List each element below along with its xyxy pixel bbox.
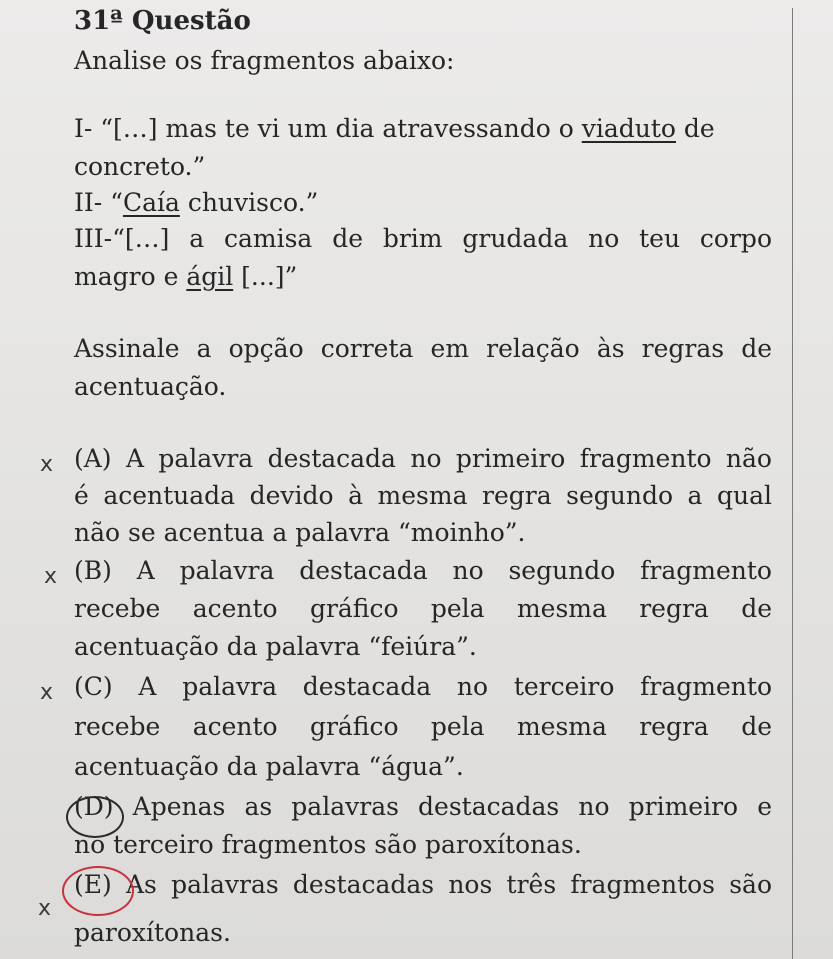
- fragment-1-line-1: I- “[…] mas te vi um dia atravessando o viaduto de: [74, 114, 715, 143]
- prompt-line-1: Assinale a opção correta em relação às regras de: [74, 334, 772, 363]
- intro-text: Analise os fragmentos abaixo:: [74, 46, 455, 75]
- question-header: [74, 6, 251, 36]
- cross-mark-option-e: x: [38, 896, 52, 921]
- fragment-3-line-2: magro e ágil [...]”: [74, 262, 298, 291]
- fragment-2: II- “Caía chuvisco.”: [74, 188, 319, 217]
- question-number: 31ª: [74, 6, 123, 36]
- option-b-line-3: acentuação da palavra “feiúra”.: [74, 632, 477, 661]
- pencil-circle-option-d: [66, 796, 124, 838]
- option-c-line-3: acentuação da palavra “água”.: [74, 752, 464, 781]
- highlighted-word-agil: ágil: [186, 262, 234, 291]
- option-e-line-2: paroxítonas.: [74, 918, 231, 947]
- cross-mark-option-a: x: [40, 452, 54, 477]
- option-d-line-2: no terceiro fragmentos são paroxítonas.: [74, 830, 582, 859]
- option-c-line-1: (C) A palavra destacada no terceiro fragmento: [74, 672, 772, 701]
- option-b-line-1: (B) A palavra destacada no segundo fragmento: [74, 556, 772, 585]
- cross-mark-option-b: x: [44, 564, 58, 589]
- question-title: Questão: [131, 6, 251, 36]
- option-d-line-1: (D) Apenas as palavras destacadas no primeiro e: [74, 792, 772, 821]
- fragment-1-line-2: concreto.”: [74, 152, 206, 181]
- option-a-line-1: (A) A palavra destacada no primeiro fragmento não: [74, 444, 772, 473]
- option-c-line-2: recebe acento gráfico pela mesma regra de: [74, 712, 772, 741]
- page-border-line: [792, 8, 793, 959]
- option-e-line-1: (E) As palavras destacadas nos três fragmentos são: [74, 870, 772, 899]
- cross-mark-option-c: x: [40, 680, 54, 705]
- fragment-3-line-1: III-“[…] a camisa de brim grudada no teu corpo: [74, 224, 772, 253]
- option-a-line-2: é acentuada devido à mesma regra segundo a qual: [74, 481, 772, 510]
- red-circle-option-e: [62, 866, 134, 916]
- highlighted-word-caia: Caía: [122, 188, 180, 217]
- prompt-line-2: acentuação.: [74, 372, 227, 401]
- option-a-line-3: não se acentua a palavra “moinho”.: [74, 518, 526, 547]
- highlighted-word-viaduto: viaduto: [581, 114, 676, 143]
- option-b-line-2: recebe acento gráfico pela mesma regra de: [74, 594, 772, 623]
